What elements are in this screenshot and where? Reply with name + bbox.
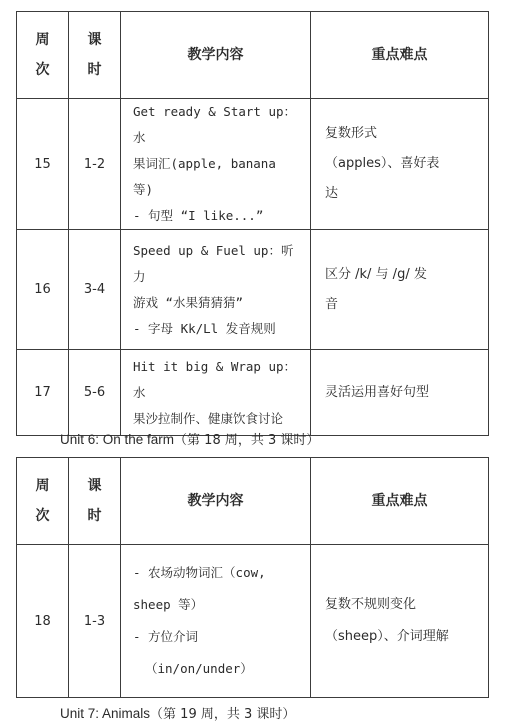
content-line: Speed up & Fuel up：听力 — [133, 242, 294, 284]
table-row — [17, 545, 489, 698]
header-week: 周 次 — [17, 12, 69, 99]
key-line: 复数形式 — [325, 126, 378, 141]
key-line: （apples）、喜好表 — [325, 156, 440, 171]
unit-7-caption — [60, 705, 295, 724]
lesson-cell: 1-3 — [69, 545, 121, 698]
unit-schedule: （第 19 周，共 3 课时） — [150, 707, 296, 722]
key-line: 音 — [325, 296, 339, 312]
header-lesson: 课 时 — [69, 12, 121, 99]
content-cell — [121, 545, 311, 698]
header-key-points: 重点难点 — [311, 12, 489, 99]
table-header-row — [17, 458, 489, 545]
key-points-cell — [311, 350, 489, 436]
content-line: - 字母 Kk/Ll 发音规则 — [133, 320, 276, 336]
table-header-row — [17, 12, 489, 99]
header-week: 周 次 — [17, 458, 69, 545]
schedule-table-unit5 — [16, 11, 489, 436]
week-cell: 15 — [17, 99, 69, 230]
key-points-cell — [311, 545, 489, 698]
key-line: 灵活运用喜好句型 — [325, 384, 430, 400]
key-line: 达 — [325, 186, 339, 201]
lesson-cell: 1-2 — [69, 99, 121, 230]
table-row — [17, 350, 489, 436]
content-line: 果沙拉制作、健康饮食讨论 — [133, 410, 284, 426]
header-content: 教学内容 — [121, 458, 311, 545]
header-lesson: 课 时 — [69, 458, 121, 545]
content-line: - 农场动物词汇（cow, — [133, 565, 266, 580]
key-points-cell — [311, 230, 489, 350]
header-content: 教学内容 — [121, 12, 311, 99]
week-cell: 18 — [17, 545, 69, 698]
content-line: 果词汇(apple, banana 等) — [133, 156, 276, 197]
key-points-cell — [311, 99, 489, 230]
week-cell: 16 — [17, 230, 69, 350]
table-row — [17, 99, 489, 230]
schedule-table-unit6 — [16, 457, 489, 698]
content-line: Hit it big & Wrap up：水 — [133, 358, 297, 400]
content-cell — [121, 230, 311, 350]
content-line: 游戏 “水果猜猜猜” — [133, 294, 244, 310]
content-line: - 方位介词 — [133, 629, 199, 644]
content-line: Get ready & Start up：水 — [133, 104, 297, 145]
header-key-points: 重点难点 — [311, 458, 489, 545]
unit-6-caption — [60, 431, 319, 450]
key-line: 复数不规则变化 — [325, 597, 417, 612]
key-line: （sheep）、介词理解 — [325, 629, 449, 644]
content-line: sheep 等） — [133, 597, 204, 612]
table-row — [17, 230, 489, 350]
unit-title: Unit 6: On the farm — [60, 432, 175, 447]
content-line: - 句型 “I like...” — [133, 208, 264, 223]
content-cell — [121, 350, 311, 436]
unit-schedule: （第 18 周，共 3 课时） — [174, 433, 320, 448]
lesson-cell: 3-4 — [69, 230, 121, 350]
content-cell — [121, 99, 311, 230]
week-cell: 17 — [17, 350, 69, 436]
lesson-cell: 5-6 — [69, 350, 121, 436]
content-line: （in/on/under） — [145, 661, 253, 676]
key-line: 区分 /k/ 与 /g/ 发 — [325, 266, 427, 282]
unit-title: Unit 7: Animals — [60, 706, 151, 721]
